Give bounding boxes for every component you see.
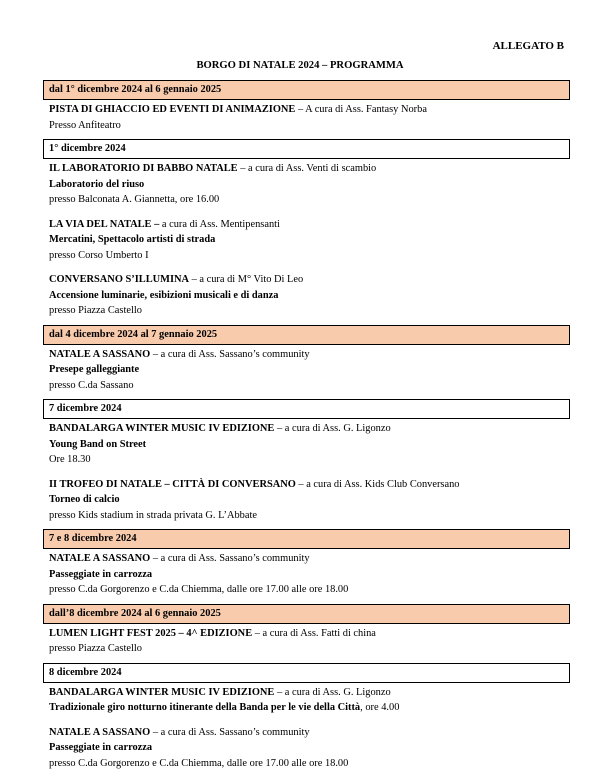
event-entry [43, 685, 570, 716]
event-name: LA VIA DEL NATALE – [49, 218, 160, 230]
event-heading [49, 551, 570, 567]
event-description-line [49, 740, 570, 756]
event-location: Presso Anfiteatro [49, 119, 121, 131]
event-organizer: – a cura di Ass. Kids Club Conversano [295, 478, 460, 490]
programme-list [43, 80, 570, 777]
document-title: BORGO DI NATALE 2024 – PROGRAMMA [196, 60, 404, 71]
event-heading [49, 477, 570, 493]
event-description-line [49, 288, 570, 304]
event-organizer: – a cura di M° Vito Di Leo [189, 274, 304, 285]
event-heading [49, 725, 570, 741]
event-description-line [49, 177, 570, 193]
event-time: , ore 4.00 [360, 702, 400, 713]
event-organizer: – a cura di Ass. Sassano’s community [150, 553, 310, 564]
event-organizer: – a cura di Ass. Venti di scambio [237, 163, 377, 174]
event-entry [43, 477, 570, 524]
event-location: presso C.da Sassano [49, 379, 134, 391]
event-entry [43, 347, 570, 394]
event-heading [49, 272, 570, 288]
programme-section [43, 399, 570, 523]
programme-section [43, 325, 570, 394]
event-description: Presepe galleggiante [49, 364, 140, 375]
event-organizer: – a cura di Ass. Fatti di china [252, 627, 376, 639]
date-header: 7 e 8 dicembre 2024 [43, 529, 570, 549]
event-heading [49, 217, 570, 233]
event-location: presso Balconata A. Giannetta, ore 16.00 [49, 194, 220, 205]
event-location: Ore 18.30 [49, 454, 91, 465]
event-heading [49, 161, 570, 177]
event-organizer: – a cura di Ass. G. Ligonzo [274, 423, 391, 434]
event-organizer: – a cura di Ass. Sassano’s community [150, 348, 310, 360]
date-header: 8 dicembre 2024 [43, 663, 570, 683]
event-description: Accensione luminarie, esibizioni musicali e di danza [49, 289, 279, 301]
event-name: LUMEN LIGHT FEST 2025 – 4^ EDIZIONE [49, 627, 253, 639]
event-entry [43, 626, 570, 657]
date-header: dall’8 dicembre 2024 al 6 gennaio 2025 [43, 604, 570, 624]
event-location: presso Piazza Castello [49, 643, 142, 654]
event-organizer: a cura di Ass. Mentipensanti [159, 218, 280, 230]
programme-section [43, 139, 570, 319]
event-entry [43, 161, 570, 208]
event-name: II TROFEO DI NATALE – CITTÀ DI CONVERSANO [49, 478, 296, 490]
event-heading [49, 421, 570, 437]
date-header: 7 dicembre 2024 [43, 399, 570, 419]
event-name: BANDALARGA WINTER MUSIC IV EDIZIONE [49, 686, 275, 698]
date-header: dal 1° dicembre 2024 al 6 gennaio 2025 [43, 80, 570, 100]
event-description: Laboratorio del riuso [49, 178, 145, 190]
event-organizer: – A cura di Ass. Fantasy Norba [295, 104, 427, 115]
event-name: IL LABORATORIO DI BABBO NATALE [49, 163, 238, 174]
event-description: Passeggiate in carrozza [49, 742, 153, 753]
event-heading [49, 347, 570, 363]
event-name: BANDALARGA WINTER MUSIC IV EDIZIONE [49, 423, 275, 434]
event-location: presso C.da Gorgorenzo e C.da Chiemma, dalle ore 17.00 alle ore 18.00 [49, 757, 349, 769]
event-entry [43, 421, 570, 468]
programme-section [43, 663, 570, 772]
event-organizer: – a cura di Ass. G. Ligonzo [274, 686, 391, 698]
event-description-line [49, 700, 570, 716]
event-description: Young Band on Street [49, 438, 147, 450]
event-heading [49, 626, 570, 642]
event-entry [43, 272, 570, 319]
event-entry [43, 551, 570, 598]
event-name: NATALE A SASSANO [49, 726, 151, 738]
date-header: 1° dicembre 2024 [43, 139, 570, 159]
event-name: PISTA DI GHIACCIO ED EVENTI DI ANIMAZIONE [49, 104, 296, 115]
event-name: NATALE A SASSANO [49, 348, 151, 360]
event-description-line [49, 362, 570, 378]
event-description: Passeggiate in carrozza [49, 568, 153, 580]
event-description-line [49, 437, 570, 453]
event-heading [49, 102, 570, 118]
event-description: Mercatini, Spettacolo artisti di strada [49, 234, 216, 245]
event-description-line [49, 567, 570, 583]
event-entry [43, 217, 570, 264]
event-entry [43, 102, 570, 133]
date-header: dal 4 dicembre 2024 al 7 gennaio 2025 [43, 325, 570, 345]
event-description-line [49, 232, 570, 248]
event-location: presso Corso Umberto I [49, 249, 149, 261]
programme-section [43, 529, 570, 598]
programme-section [43, 604, 570, 657]
event-description: Torneo di calcio [49, 494, 120, 505]
event-description-line [49, 492, 570, 508]
event-entry [43, 725, 570, 772]
event-location: presso Kids stadium in strada privata G. L’Abbate [49, 509, 257, 521]
annex-label: ALLEGATO B [492, 40, 564, 52]
event-description: Tradizionale giro notturno itinerante della Banda per le vie della Città [49, 702, 361, 713]
programme-section [43, 80, 570, 133]
event-heading [49, 685, 570, 701]
event-organizer: – a cura di Ass. Sassano’s community [150, 726, 310, 738]
event-name: CONVERSANO S’ILLUMINA [49, 274, 189, 285]
event-name: NATALE A SASSANO [49, 553, 151, 564]
event-location: presso C.da Gorgorenzo e C.da Chiemma, dalle ore 17.00 alle ore 18.00 [49, 584, 349, 595]
event-location: presso Piazza Castello [49, 305, 142, 316]
